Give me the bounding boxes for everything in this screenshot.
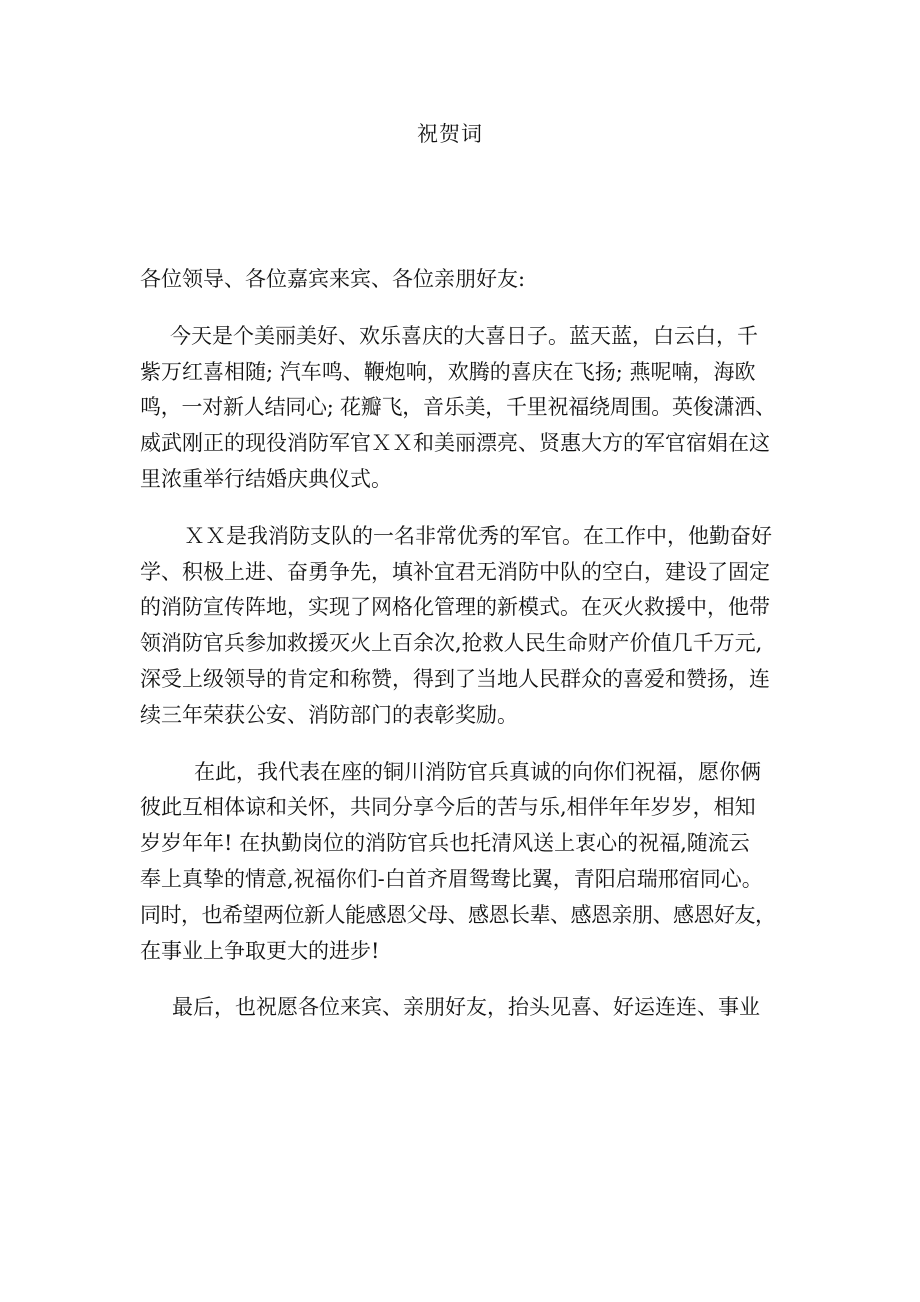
paragraph-line: 领消防官兵参加救援灭火上百余次,抢救人民生命财产价值几千万元, xyxy=(140,631,763,656)
paragraph-2 xyxy=(140,519,782,734)
paragraph-line: 在此，我代表在座的铜川消防官兵真诚的向你们祝福，愿你俩 xyxy=(194,759,761,784)
paragraph-line: 岁岁年年! 在执勤岗位的消防官兵也托清风送上衷心的祝福,随流云 xyxy=(140,831,750,856)
paragraph-line: 在事业上争取更大的进步! xyxy=(140,938,380,963)
paragraph-line: 彼此互相体谅和关怀，共同分享今后的苦与乐,相伴年年岁岁，相知 xyxy=(140,795,756,820)
paragraph-line: 深受上级领导的肯定和称赞，得到了当地人民群众的喜爱和赞扬，连 xyxy=(140,666,770,691)
paragraph-line: 威武刚正的现役消防军官ＸＸ和美丽漂亮、贤惠大方的军官宿娟在这 xyxy=(140,431,770,456)
paragraph-line: 最后，也祝愿各位来宾、亲朋好友，抬头见喜、好运连连、事业 xyxy=(172,995,760,1020)
document-body xyxy=(140,262,782,1026)
paragraph-line: 的消防宣传阵地，实现了网格化管理的新模式。在灭火救援中，他带 xyxy=(140,595,770,620)
paragraph-line: 紫万红喜相随; 汽车鸣、鞭炮响，欢腾的喜庆在飞扬; 燕呢喃，海欧 xyxy=(140,359,756,384)
paragraph-1 xyxy=(140,319,782,498)
paragraph-line: 里浓重举行结婚庆典仪式。 xyxy=(140,466,392,491)
paragraph-line: 今天是个美丽美好、欢乐喜庆的大喜日子。蓝天蓝，白云白，千 xyxy=(170,323,758,348)
paragraph-line: 奉上真挚的情意,祝福你们-白首齐眉鸳鸯比翼，青阳启瑞邢宿同心。 xyxy=(140,866,763,891)
paragraph-line: 鸣，一对新人结同心; 花瓣飞，音乐美，千里祝福绕周围。英俊潇洒、 xyxy=(140,395,776,420)
paragraph-line: ＸＸ是我消防支队的一名非常优秀的军官。在工作中，他勤奋好 xyxy=(184,523,772,548)
paragraph-line: 同时，也希望两位新人能感恩父母、感恩长辈、感恩亲朋、感恩好友， xyxy=(140,902,776,927)
paragraph-line: 学、积极上进、奋勇争先，填补宜君无消防中队的空白，建设了固定 xyxy=(140,559,770,584)
paragraph-4 xyxy=(140,990,782,1026)
document-title: 祝贺词 xyxy=(417,122,483,146)
paragraph-3 xyxy=(140,755,782,970)
paragraph-line: 续三年荣获公安、消防部门的表彰奖励。 xyxy=(140,702,518,727)
salutation: 各位领导、各位嘉宾来宾、各位亲朋好友: xyxy=(140,267,526,291)
